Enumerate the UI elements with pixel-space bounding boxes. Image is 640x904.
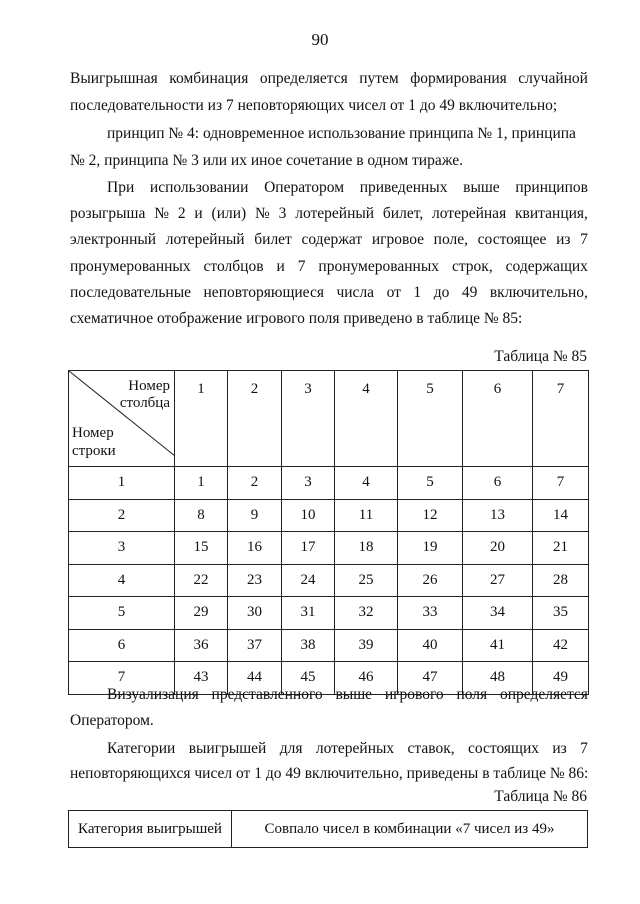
table-cell: 18: [335, 532, 398, 565]
word: состоящих: [467, 740, 540, 757]
word: игровое: [371, 231, 425, 248]
table-cell: 13: [463, 499, 533, 532]
table-cell: 8: [175, 499, 228, 532]
word: из: [552, 740, 567, 757]
table-cell: 32: [335, 597, 398, 630]
word: для: [279, 740, 303, 757]
table-cell: 46: [335, 662, 398, 695]
word: пронумерованных: [318, 258, 439, 275]
row-number-cell: 6: [69, 629, 175, 662]
word: 3: [278, 205, 287, 222]
word: лотерейный: [165, 231, 245, 248]
table-cell: 9: [228, 499, 282, 532]
row-number-cell: 1: [69, 467, 175, 500]
table-cell: 41: [463, 629, 533, 662]
table-cell: 42: [533, 629, 589, 662]
column-header: 4: [335, 371, 398, 467]
table-cell: 39: [335, 629, 398, 662]
table-cell: 1: [175, 467, 228, 500]
word: столбцов: [203, 258, 264, 275]
table-cell: 43: [175, 662, 228, 695]
word: состоящее: [477, 231, 547, 248]
para3-line5: [70, 284, 588, 302]
para3-line3: [70, 231, 588, 249]
table-cell: 3: [282, 467, 335, 500]
row-number-cell: 7: [69, 662, 175, 695]
word: определяется: [499, 686, 588, 703]
table-cell: 38: [282, 629, 335, 662]
table85-corner-cell: [69, 371, 175, 467]
table-cell: 19: [398, 532, 463, 565]
para3-line1: [107, 179, 588, 197]
table-cell: 33: [398, 597, 463, 630]
word: 7: [297, 258, 306, 275]
word: приведенных: [359, 179, 448, 196]
para4-line2: Оператором.: [70, 712, 154, 729]
table-cell: 48: [463, 662, 533, 695]
column-header: 6: [463, 371, 533, 467]
table86-header-row: [69, 811, 588, 848]
table-85: [68, 370, 589, 695]
table-cell: 23: [228, 564, 282, 597]
table-row: [69, 532, 589, 565]
word: представленного: [211, 686, 323, 703]
word: 7: [580, 231, 588, 248]
table-cell: 49: [533, 662, 589, 695]
table-86: [68, 810, 588, 848]
word: Визуализация: [107, 686, 199, 703]
table-row: [69, 564, 589, 597]
table-cell: 27: [463, 564, 533, 597]
word: лотерейный: [295, 205, 375, 222]
table-cell: 11: [335, 499, 398, 532]
word: ставок,: [407, 740, 455, 757]
word: Оператором: [264, 179, 345, 196]
word: содержат: [301, 231, 363, 248]
word: содержащих: [505, 258, 588, 275]
table-row: [69, 597, 589, 630]
word: определяется: [259, 70, 348, 87]
word: пронумерованных: [70, 258, 191, 275]
column-header: 5: [398, 371, 463, 467]
word: №: [154, 205, 169, 222]
corner-column-label-line: Номер: [128, 378, 170, 394]
word: При: [107, 179, 135, 196]
table86-caption: Таблица № 86: [494, 788, 587, 805]
word: поле,: [433, 231, 469, 248]
word: 2: [177, 205, 186, 222]
table-cell: 25: [335, 564, 398, 597]
row-number-cell: 2: [69, 499, 175, 532]
word: использовании: [149, 179, 249, 196]
table-cell: 2: [228, 467, 282, 500]
word: выше: [463, 179, 500, 196]
corner-column-label: [120, 378, 170, 412]
table-cell: 26: [398, 564, 463, 597]
table-cell: 36: [175, 629, 228, 662]
table-row: [69, 467, 589, 500]
para3-line2: [70, 205, 588, 223]
word: №: [255, 205, 270, 222]
table-cell: 22: [175, 564, 228, 597]
table-cell: 31: [282, 597, 335, 630]
word: до: [433, 284, 450, 301]
word: от: [386, 284, 401, 301]
table85-header-row: [69, 371, 589, 467]
word: и: [276, 258, 285, 275]
row-number-cell: 4: [69, 564, 175, 597]
para2-line2: № 2, принципа № 3 или их иное сочетание в одном тираже.: [70, 152, 463, 169]
word: лотерейных: [315, 740, 395, 757]
column-header: 1: [175, 371, 228, 467]
corner-row-label-line: строки: [72, 443, 116, 459]
table-cell: 30: [228, 597, 282, 630]
row-number-cell: 3: [69, 532, 175, 565]
para3-line4: [70, 258, 588, 276]
word: 49: [461, 284, 478, 301]
column-header: 3: [282, 371, 335, 467]
word: комбинация: [169, 70, 249, 87]
table-cell: 15: [175, 532, 228, 565]
para5-line1: [107, 740, 588, 758]
word: квитанция,: [515, 205, 588, 222]
table-cell: 29: [175, 597, 228, 630]
word: строк,: [451, 258, 493, 275]
table-cell: 6: [463, 467, 533, 500]
word: включительно,: [489, 284, 588, 301]
word: лотерейная: [432, 205, 507, 222]
table-cell: 4: [335, 467, 398, 500]
table-cell: 47: [398, 662, 463, 695]
page-number: 90: [311, 30, 329, 49]
table-cell: 24: [282, 564, 335, 597]
corner-row-label-line: Номер: [72, 425, 114, 441]
table-cell: 12: [398, 499, 463, 532]
table-row: [69, 499, 589, 532]
word: поля: [456, 686, 488, 703]
table-cell: 40: [398, 629, 463, 662]
column-header: Совпало чисел в комбинации «7 чисел из 49»: [232, 811, 588, 848]
table-cell: 17: [282, 532, 335, 565]
word: электронный: [70, 231, 157, 248]
word: и: [194, 205, 203, 222]
word: выигрышей: [188, 740, 267, 757]
para5-line2: неповторяющихся чисел от 1 до 49 включительно, приведены в таблице № 86:: [70, 765, 589, 782]
word: формирования: [410, 70, 507, 87]
word: последовательные: [70, 284, 191, 301]
column-header: 7: [533, 371, 589, 467]
table-cell: 34: [463, 597, 533, 630]
corner-column-label-line: столбца: [119, 395, 170, 411]
word: игрового: [384, 686, 444, 703]
table-cell: 44: [228, 662, 282, 695]
table-cell: 21: [533, 532, 589, 565]
table-cell: 28: [533, 564, 589, 597]
word: розыгрыша: [70, 205, 146, 222]
word: выше: [335, 686, 373, 703]
table-cell: 37: [228, 629, 282, 662]
word: принципов: [515, 179, 588, 196]
word: случайной: [518, 70, 588, 87]
word: 7: [580, 740, 588, 757]
table-cell: 14: [533, 499, 589, 532]
table85-caption: Таблица № 85: [494, 348, 587, 365]
para2-line1: принцип № 4: одновременное использование принципа № 1, принципа: [107, 125, 576, 142]
word: Выигрышная: [70, 70, 158, 87]
word: неповторяющиеся: [203, 284, 324, 301]
table-cell: 7: [533, 467, 589, 500]
word: путем: [359, 70, 399, 87]
word: билет: [254, 231, 292, 248]
column-header: Категория выигрышей: [69, 811, 232, 848]
word: из: [556, 231, 571, 248]
table-cell: 35: [533, 597, 589, 630]
table-row: [69, 629, 589, 662]
table-cell: 5: [398, 467, 463, 500]
word: (или): [211, 205, 247, 222]
word: билет,: [382, 205, 424, 222]
word: Категории: [107, 740, 176, 757]
table-cell: 16: [228, 532, 282, 565]
word: 1: [413, 284, 422, 301]
corner-row-label: [72, 424, 116, 460]
para3-line6: схематичное отображение игрового поля приведено в таблице № 85:: [70, 310, 523, 327]
table-cell: 45: [282, 662, 335, 695]
para1-line2: последовательности из 7 неповторяющих чисел от 1 до 49 включительно;: [70, 97, 558, 114]
para1-line1: [70, 70, 588, 88]
table-cell: 20: [463, 532, 533, 565]
row-number-cell: 5: [69, 597, 175, 630]
word: числа: [336, 284, 375, 301]
para4-line1: [107, 686, 588, 704]
column-header: 2: [228, 371, 282, 467]
table-cell: 10: [282, 499, 335, 532]
